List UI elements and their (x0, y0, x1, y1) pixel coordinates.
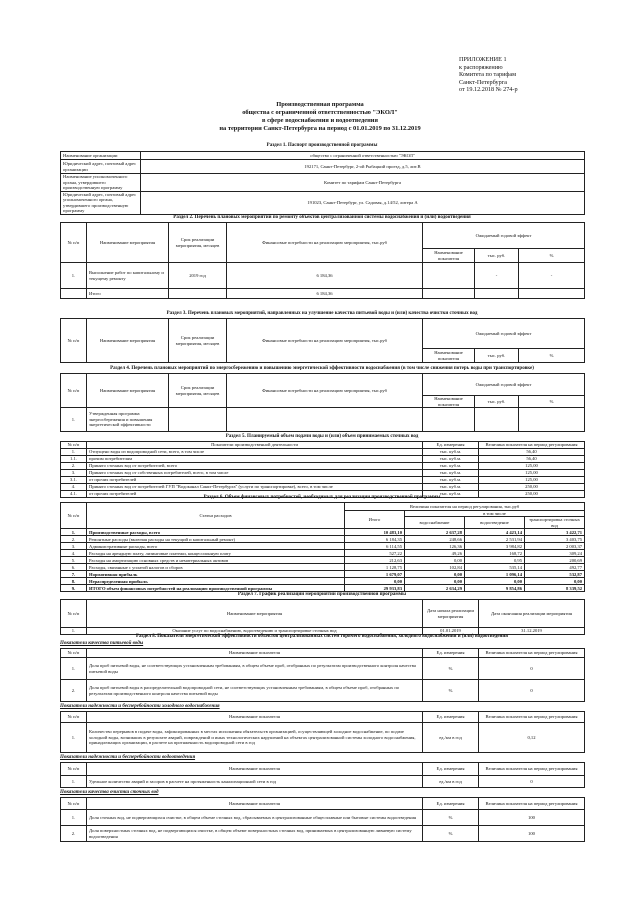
table-cell: 1. (61, 628, 87, 635)
table-cell: 1. (61, 658, 87, 680)
col-header: Статьи расходов (87, 503, 345, 529)
section-title: Раздел 1. Паспорт производственной программы (266, 143, 378, 148)
table-cell: 1. (61, 263, 87, 289)
table-cell: - (475, 263, 519, 289)
section-title: Раздел 4. Перечень плановых мероприятий по энергосбережению и повышению энергетической эффективности водоснабжения (в том числе снижения потерь воды при транспортировке) (110, 366, 534, 371)
col-header: % (519, 396, 585, 408)
table-cell: тыс. куб.м. (423, 470, 479, 477)
passport-key: Юридический адрес, почтовый адрес уполномоченного органа, утвердившего производственную программу (61, 192, 141, 215)
table-cell: 2 003,37 (525, 543, 585, 550)
section-title: Раздел 7. График реализации мероприятий производственной программы (237, 592, 407, 597)
col-header: Наименование показателя (423, 349, 475, 363)
table-cell: тыс. куб.м. (423, 484, 479, 491)
table-cell: Доля проб питьевой воды, не соответствующих установленным требованиям, в общем объеме проб, отобранных по результатам производственного контроля качества питьевой воды (87, 658, 423, 680)
table-cell: 0,00 (345, 578, 405, 585)
col-header: Дата начала реализации мероприятия (423, 600, 479, 628)
table-cell: 248,66 (405, 536, 465, 543)
col-header: Величина показателя на период регулирования (479, 442, 585, 449)
table-cell: 250,00 (479, 491, 585, 498)
table-cell: 1 679,07 (345, 571, 405, 578)
table-cell: Расходы на арендную плату, лизинговые платежи, концессионную плату (87, 550, 345, 557)
table-cell: 212,63 (345, 557, 405, 564)
col-header: тыс. руб. (475, 396, 519, 408)
table-row (61, 470, 585, 477)
table-cell: Утвержденная программа энергосбережения и повышения энергетической эффективности (87, 408, 169, 432)
table-row (61, 578, 585, 585)
table-cell (169, 289, 227, 299)
table-cell: 1. (61, 408, 87, 432)
table-cell: 5. (61, 557, 87, 564)
appendix-block (459, 56, 609, 94)
table-cell: 0 (479, 680, 585, 702)
table-row (61, 449, 585, 456)
table-cell: тыс. куб.м. (423, 491, 479, 498)
col-header: Ед. измерения (423, 712, 479, 723)
col-header: Финансовые потребности на реализацию мероприятия, тыс.руб (227, 223, 423, 263)
table-cell: 4 423,14 (465, 529, 525, 536)
table-cell: 100 (479, 826, 585, 842)
col-header: № п/п (61, 649, 87, 658)
col-header: Наименование показателя (87, 763, 423, 776)
table-cell: 6 184,35 (345, 536, 405, 543)
table-cell: 0,00 (405, 578, 465, 585)
col-header: Величина показателя на период регулирования (479, 649, 585, 658)
appendix-line: ПРИЛОЖЕНИЕ 1 (459, 56, 507, 63)
table-cell: 8 339,52 (525, 585, 585, 592)
col-header: Срок реализации мероприятия, месяцев (169, 223, 227, 263)
table-cell: 0 (479, 658, 585, 680)
subsection-title: Показатели качества очистки сточных вод (60, 790, 159, 795)
table-cell: 9 854,86 (465, 585, 525, 592)
table-cell (475, 289, 519, 299)
col-header: № п/п (61, 223, 87, 263)
table-cell: Нормативная прибыль (87, 571, 345, 578)
water-reliability-table (60, 711, 585, 753)
table-cell: 0,00 (465, 578, 525, 585)
table-row (61, 484, 585, 491)
doc-title: общества с ограниченной ответственностью "ЭКОЛ" (242, 109, 398, 116)
col-header: Финансовые потребности на реализацию мероприятия, тыс.руб (227, 319, 423, 363)
table-cell: 2 531,94 (465, 536, 525, 543)
table-cell: 0,00 (405, 571, 465, 578)
col-header: № п/п (61, 503, 87, 529)
table-row (61, 477, 585, 484)
table-cell: 10 483,10 (345, 529, 405, 536)
energy-table (60, 373, 585, 432)
table-cell: 200,69 (525, 557, 585, 564)
col-header: Дата окончания реализации мероприятия (479, 600, 585, 628)
table-cell: Доля проб питьевой воды в распределительной водопроводной сети, не соответствующих установленным требованиям, в общем объеме проб, отобранных по результатам производственного контроля качества питьевой воды (87, 680, 423, 702)
table-cell: 31.12.2019 (479, 628, 585, 635)
table-cell: 1. (61, 776, 87, 788)
table-cell: 100 (479, 810, 585, 826)
table-cell: 6 184,36 (227, 289, 423, 299)
table-cell: 102,84 (405, 564, 465, 571)
table-cell: 7. (61, 571, 87, 578)
passport-table (60, 151, 585, 215)
table-cell: 2. (61, 536, 87, 543)
table-cell: 1 096,14 (465, 571, 525, 578)
wastewater-quality-table (60, 797, 585, 842)
table-row (61, 571, 585, 578)
table-cell: 3. (61, 470, 87, 477)
table-cell: 1 128,75 (345, 564, 405, 571)
col-header: Ед. измерения (423, 649, 479, 658)
passport-key: Наименование уполномоченного органа, утвердившего производственную программу (61, 174, 141, 192)
table-cell: 527,22 (345, 550, 405, 557)
table-cell: Итого (87, 289, 169, 299)
table-cell: 0 (479, 776, 585, 788)
table-cell: тыс. куб.м. (423, 477, 479, 484)
col-header: Ед. измерения (423, 763, 479, 776)
table-cell: 29 933,83 (345, 585, 405, 592)
col-header: Наименование показателя (87, 712, 423, 723)
col-header: Наименование показателя (423, 249, 475, 263)
table-cell (61, 289, 87, 299)
table-cell (475, 408, 519, 432)
section-title: Раздел 5. Планируемый объем подачи воды и (или) объем принимаемых сточных вод (225, 434, 419, 439)
col-header: № п/п (61, 319, 87, 363)
table-cell: 01.01.2019 (423, 628, 479, 635)
col-header: Наименование мероприятия (87, 374, 169, 408)
table-cell: 3.1. (61, 477, 87, 484)
table-row (61, 536, 585, 543)
table-cell: 125,00 (479, 477, 585, 484)
col-header: % (519, 249, 585, 263)
table-cell: ед./км в год (423, 776, 479, 788)
table-cell: 6 184,36 (227, 263, 423, 289)
section-title: Раздел 2. Перечень плановых мероприятий по ремонту объектов централизованной системы водоснабжения и (или) водоотведения (173, 215, 471, 220)
table-cell: Оказание услуг по водоснабжению, водоотведению и транспортировке сточных вод (87, 628, 423, 635)
drinking-quality-table (60, 648, 585, 702)
table-cell: тыс. куб.м. (423, 449, 479, 456)
passport-key: Юридический адрес, почтовый адрес организации (61, 160, 141, 174)
table-cell: Принято сточных вод от собственных потребителей, всего, в том числе (87, 470, 423, 477)
col-header: в том числе (405, 511, 585, 517)
table-cell: 0,12 (479, 723, 585, 753)
col-header: Наименование показателя (423, 396, 475, 408)
table-cell: Расходы на амортизацию основных средств и нематериальных активов (87, 557, 345, 564)
table-cell (519, 408, 585, 432)
table-cell: 168,72 (465, 550, 525, 557)
col-header: Ед. измерения (423, 798, 479, 810)
col-header: № п/п (61, 600, 87, 628)
col-header: Ед. измерения (423, 442, 479, 449)
subsection-title: Показатели надежности и бесперебойности холодного водоснабжения (60, 704, 220, 709)
repair-table (60, 222, 585, 299)
table-cell (227, 408, 423, 432)
table-cell: 4. (61, 484, 87, 491)
table-cell: % (423, 826, 479, 842)
table-cell: 2 634,29 (405, 585, 465, 592)
table-cell: % (423, 810, 479, 826)
table-row (61, 564, 585, 571)
col-header: Наименование мероприятия (87, 223, 169, 263)
table-cell: Расходы, связанные с уплатой налогов и сборов (87, 564, 345, 571)
subsection-title: Показатели качества питьевой воды (60, 641, 144, 646)
table-cell: 2. (61, 463, 87, 470)
table-cell: 532,87 (525, 571, 585, 578)
col-header: Величина показателя на период регулирования (479, 798, 585, 810)
col-header: Ожидаемый годовой эффект (423, 223, 585, 249)
table-cell: Принято сточных вод от потребителей, всего (87, 463, 423, 470)
table-cell: ИТОГО объем финансовых потребностей на реализацию производственной программы (87, 585, 345, 592)
table-cell: 3 984,82 (465, 543, 525, 550)
table-cell: 309,24 (525, 550, 585, 557)
table-cell: 4.1. (61, 491, 87, 498)
col-header: Величина показателя на период регулирования (479, 712, 585, 723)
table-cell: 6. (61, 564, 87, 571)
col-header: Величина показателя на период регулирования, тыс.руб (345, 503, 585, 511)
passport-value: 191023, Санкт-Петербург, ул. Садовая, д.14/52, литера А (141, 192, 585, 215)
col-header: Наименование показателя (87, 649, 423, 658)
table-cell: % (423, 658, 479, 680)
doc-title: Производственная программа (276, 101, 364, 108)
table-cell: 1. (61, 723, 87, 753)
table-cell: 6 114,55 (345, 543, 405, 550)
table-cell (423, 408, 475, 432)
table-cell: Производственные расходы, всего (87, 529, 345, 536)
table-cell: Количество перерывов в подаче воды, зафиксированных в местах исполнения обязательств организацией, осуществляющей холодное водоснабжение, по подаче холодной воды, возникших в результате аварий, повреждений и иных технологических нарушений на объектах централизованной системы холодного водоснабжения, принадлежащих организации, в расчете на протяженность водопроводной сети в год (87, 723, 423, 753)
table-cell: 9. (61, 585, 87, 592)
table-cell: 56,40 (479, 456, 585, 463)
table-row (61, 463, 585, 470)
table-row (61, 456, 585, 463)
table-cell: Нераспределенная прибыль (87, 578, 345, 585)
table-cell: 2 637,28 (405, 529, 465, 536)
col-header: Ожидаемый годовой эффект (423, 374, 585, 396)
passport-value: Комитет по тарифам Санкт-Петербурга (141, 174, 585, 192)
table-cell: 1. (61, 529, 87, 536)
schedule-table (60, 599, 585, 635)
doc-title: на территории Санкт-Петербурга на период с 01.01.2019 по 31.12.2019 (219, 125, 421, 132)
volume-table (60, 441, 585, 498)
table-cell: 49,26 (405, 550, 465, 557)
table-cell: 0,00 (405, 557, 465, 564)
appendix-line: Санкт-Петербурга (459, 78, 508, 86)
table-cell: 2. (61, 680, 87, 702)
table-cell: Отпущено воды из водопроводной сети, всего, в том числе (87, 449, 423, 456)
col-header: тыс. руб. (475, 349, 519, 363)
col-header: транспортировка сточных вод (525, 517, 585, 529)
appendix-line: от 19.12.2018 № 274-р (459, 86, 518, 94)
sewer-reliability-table (60, 762, 585, 788)
col-header: Наименование мероприятия (87, 600, 423, 628)
table-cell (423, 289, 475, 299)
table-row (61, 529, 585, 536)
table-cell: 4. (61, 550, 87, 557)
col-header: № п/п (61, 763, 87, 776)
table-cell: от прочих потребителей (87, 477, 423, 484)
table-cell: 8. (61, 578, 87, 585)
table-cell (169, 408, 227, 432)
table-cell: ед./км в год (423, 723, 479, 753)
col-header: % (519, 349, 585, 363)
table-cell: 125,00 (479, 463, 585, 470)
table-cell: Ремонтные расходы (включая расходы на текущий и капитальный ремонт) (87, 536, 345, 543)
table-cell (519, 289, 585, 299)
col-header: Наименование мероприятия (87, 319, 169, 363)
col-header: Ожидаемый годовой эффект (423, 319, 585, 349)
col-header: тыс. руб. (475, 249, 519, 263)
passport-value: 192171, Санкт-Петербург, 2-ой Рыбацкий проезд, д.5, лит.В (141, 160, 585, 174)
col-header: Финансовые потребности на реализацию мероприятия, тыс.руб (227, 374, 423, 408)
table-cell: 3 403,75 (525, 536, 585, 543)
appendix-line: Комитета по тарифам (459, 71, 517, 79)
table-cell: 250,00 (479, 484, 585, 491)
table-cell: 3. (61, 543, 87, 550)
col-header: Срок реализации мероприятия, месяцев (169, 374, 227, 408)
col-header: водоотведение (465, 517, 525, 529)
col-header: № п/п (61, 798, 87, 810)
table-cell: тыс. куб.м. (423, 463, 479, 470)
passport-value: общество с ограниченной ответственностью "ЭКОЛ" (141, 152, 585, 160)
section-title: Раздел 6. Объем финансовых потребностей, необходимых для реализации производственной программы (203, 495, 441, 500)
passport-key: Наименование организации (61, 152, 141, 160)
table-cell: Административные расходы, всего (87, 543, 345, 550)
table-cell: 492,77 (525, 564, 585, 571)
table-cell: Выполнение работ по капитальному и текущему ремонту (87, 263, 169, 289)
col-header: Итого (345, 511, 405, 529)
table-cell: прочим потребителям (87, 456, 423, 463)
col-header: Величина показателя на период регулирования (479, 763, 585, 776)
table-cell: 1. (61, 449, 87, 456)
table-cell: 125,00 (479, 470, 585, 477)
appendix-line: к распоряжению (459, 63, 503, 71)
table-cell: 56,40 (479, 449, 585, 456)
quality-measures-table (60, 318, 585, 363)
table-row (61, 550, 585, 557)
table-row (61, 585, 585, 592)
col-header: Срок реализации мероприятия, месяцев (169, 319, 227, 363)
doc-title: в сфере водоснабжения и водоотведения (262, 117, 378, 124)
col-header: № п/п (61, 712, 87, 723)
table-cell: Доля поверхностных сточных вод, не подвергающихся очистке, в общем объеме поверхностных сточных вод, принимаемых в централизованную ливневую систему водоотведения (87, 826, 423, 842)
table-cell: 2. (61, 826, 87, 842)
table-row (61, 543, 585, 550)
table-cell: 0,95 (465, 557, 525, 564)
table-row (61, 557, 585, 564)
table-cell: 126,36 (405, 543, 465, 550)
table-cell: 1. (61, 810, 87, 826)
table-cell: 535,14 (465, 564, 525, 571)
subsection-title: Показатели надежности и бесперебойности водоотведения (60, 755, 196, 760)
table-cell: тыс. куб.м. (423, 456, 479, 463)
table-cell: от прочих потребителей (87, 491, 423, 498)
table-cell: 0,00 (525, 578, 585, 585)
table-cell: 1.1. (61, 456, 87, 463)
table-cell: 2019 год (169, 263, 227, 289)
table-cell: - (519, 263, 585, 289)
table-cell: % (423, 680, 479, 702)
table-cell: Доля сточных вод, не подвергающихся очистке, в общем объеме сточных вод, сбрасываемых в централизованные общесплавные или бытовые системы водоотведения (87, 810, 423, 826)
table-cell: Удельное количество аварий и засоров в расчете на протяженность канализационной сети в год (87, 776, 423, 788)
section-title: Раздел 8. Показатели энергетической эффективности объектов централизованных систем горячего водоснабжения, холодного водоснабжения и (или) водоотведения (135, 634, 508, 639)
col-header: водоснабжение (405, 517, 465, 529)
table-cell: 3 422,71 (525, 529, 585, 536)
finance-table (60, 502, 585, 592)
col-header: № п/п (61, 374, 87, 408)
table-cell (423, 263, 475, 289)
table-cell: Принято сточных вод от потребителей ГУП "Водоканал Санкт-Петербурга" (услуги по транспортировке), всего, в том числе (87, 484, 423, 491)
col-header: Наименование показателя (87, 798, 423, 810)
col-header: Показатели производственной деятельности (87, 442, 423, 449)
section-title: Раздел 3. Перечень плановых мероприятий, направленных на улучшение качества питьевой воды и (или) качества очистки сточных вод (166, 311, 478, 316)
col-header: № п/п (61, 442, 87, 449)
